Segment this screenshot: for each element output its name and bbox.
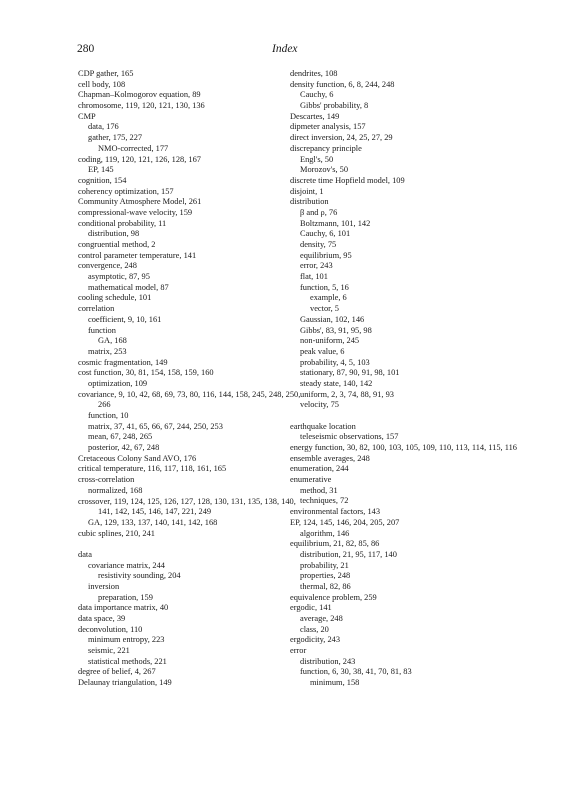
index-entry: equivalence problem, 259 <box>290 592 377 602</box>
index-subentry: normalized, 168 <box>88 485 143 495</box>
index-subentry: function <box>88 325 116 335</box>
index-subentry: NMO-corrected, 177 <box>98 143 169 153</box>
section-gap <box>78 539 310 550</box>
index-entry: congruential method, 2 <box>78 240 156 249</box>
index-subentry: flat, 101 <box>300 272 328 282</box>
index-subentry: method, 31 <box>300 485 338 495</box>
index-entry: EP, 124, 145, 146, 204, 205, 207 <box>290 517 400 527</box>
index-entry: data space, 39 <box>78 614 126 624</box>
index-subentry: GA, 168 <box>98 336 127 346</box>
index-entry: critical temperature, 116, 117, 118, 161, 165 <box>78 464 227 474</box>
index-entry: energy function, 30, 82, 100, 103, 105, 109, 110, 113, 114, 115, 116 <box>290 443 517 453</box>
index-subentry: β and ρ, 76 <box>300 207 338 217</box>
index-subentry: Gibbs', 83, 91, 95, 98 <box>300 325 372 335</box>
index-subentry: class, 20 <box>300 624 329 634</box>
index-entry: degree of belief, 4, 267 <box>78 667 156 677</box>
index-subentry: statistical methods, 221 <box>88 656 167 666</box>
index-entry: density function, 6, 8, 244, 248 <box>290 79 395 89</box>
index-subentry: seismic, 221 <box>88 646 130 656</box>
index-subentry: Boltzmann, 101, 142 <box>300 218 371 228</box>
index-subentry: Cauchy, 6, 101 <box>300 229 351 239</box>
running-head: Index <box>272 43 298 55</box>
index-subentry: posterior, 42, 67, 248 <box>88 443 160 453</box>
index-entry: cosmic fragmentation, 149 <box>78 357 168 367</box>
index-entry: discrete time Hopfield model, 109 <box>290 175 405 185</box>
index-entry: ergodicity, 243 <box>290 635 341 645</box>
index-subentry: Morozov's, 50 <box>300 165 349 175</box>
index-subentry: resistivity sounding, 204 <box>98 571 181 581</box>
index-entry: Community Atmosphere Model, 261 <box>78 197 202 207</box>
index-subentry: distribution, 243 <box>300 656 356 666</box>
index-subentry: probability, 4, 5, 103 <box>300 357 370 367</box>
index-subentry: Cauchy, 6 <box>300 90 334 100</box>
index-entry: direct inversion, 24, 25, 27, 29 <box>290 133 393 143</box>
index-subentry: velocity, 75 <box>300 400 339 410</box>
index-subentry: algorithm, 146 <box>300 528 350 538</box>
index-subentry: data, 176 <box>88 122 119 132</box>
index-entry: dipmeter analysis, 157 <box>290 122 366 132</box>
index-entry: equilibrium, 21, 82, 85, 86 <box>290 539 380 549</box>
index-entry: Delaunay triangulation, 149 <box>78 678 172 688</box>
index-entry: enumeration, 244 <box>290 464 349 474</box>
index-subentry: function, 6, 30, 38, 41, 70, 81, 83 <box>300 667 412 677</box>
index-subentry: thermal, 82, 86 <box>300 581 351 591</box>
index-entry: coherency optimization, 157 <box>78 186 174 196</box>
index-entry: earthquake location <box>290 421 356 431</box>
index-entry: correlation <box>78 304 115 314</box>
index-entry: Chapman–Kolmogorov equation, 89 <box>78 90 201 100</box>
index-entry: data importance matrix, 40 <box>78 603 169 613</box>
page-number: 280 <box>77 43 95 55</box>
index-subentry: non-uniform, 245 <box>300 336 360 346</box>
index-entry: chromosome, 119, 120, 121, 130, 136 <box>78 101 205 111</box>
index-subentry: function, 5, 16 <box>300 282 349 292</box>
index-subentry: function, 10 <box>88 411 129 420</box>
index-entry: environmental factors, 143 <box>290 507 381 517</box>
index-entry: cognition, 154 <box>78 175 127 185</box>
index-subentry: example, 6 <box>310 293 347 303</box>
index-subentry: mean, 67, 248, 265 <box>88 432 153 442</box>
index-subentry: GA, 129, 133, 137, 140, 141, 142, 168 <box>88 517 218 527</box>
index-entry: Cretaceous Colony Sand AVO, 176 <box>78 453 197 463</box>
index-subentry: stationary, 87, 90, 91, 98, 101 <box>300 368 400 378</box>
index-entry: coding, 119, 120, 121, 126, 128, 167 <box>78 154 201 164</box>
index-entry: cooling schedule, 101 <box>78 293 152 303</box>
index-subentry: Gaussian, 102, 146 <box>300 314 365 324</box>
index-subentry: distribution, 21, 95, 117, 140 <box>300 549 397 559</box>
index-subentry: teleseismic observations, 157 <box>300 432 399 442</box>
index-entry: disjoint, 1 <box>290 186 324 196</box>
index-entry: conditional probability, 11 <box>78 218 167 228</box>
section-gap <box>290 411 522 422</box>
index-subentry: error, 243 <box>300 261 333 271</box>
index-entry: cubic splines, 210, 241 <box>78 528 155 538</box>
index-subentry: minimum, 158 <box>310 678 360 688</box>
index-column-left <box>78 69 310 689</box>
index-subentry: probability, 21 <box>300 560 349 570</box>
index-entry: dendrites, 108 <box>290 69 338 78</box>
index-subentry: density, 75 <box>300 240 337 249</box>
index-subentry: steady state, 140, 142 <box>300 378 373 388</box>
index-entry: CMP <box>78 111 96 121</box>
index-subentry: peak value, 6 <box>300 346 345 356</box>
index-entry: data <box>78 549 92 559</box>
index-entry: cross-correlation <box>78 475 135 485</box>
index-entry: ergodic, 141 <box>290 603 332 613</box>
index-entry: control parameter temperature, 141 <box>78 250 197 260</box>
index-entry: deconvolution, 110 <box>78 624 143 634</box>
index-subentry: Gibbs' probability, 8 <box>300 101 369 111</box>
index-subentry: covariance matrix, 244 <box>88 560 165 570</box>
index-subentry: minimum entropy, 223 <box>88 635 165 645</box>
index-subentry: uniform, 2, 3, 74, 88, 91, 93 <box>300 389 394 399</box>
index-entry: compressional-wave velocity, 159 <box>78 207 193 217</box>
index-entry: discrepancy principle <box>290 143 362 153</box>
index-entry: cell body, 108 <box>78 79 126 89</box>
index-subentry: inversion <box>88 581 120 591</box>
index-subentry: distribution, 98 <box>88 229 140 239</box>
index-subentry: Engl's, 50 <box>300 154 334 164</box>
index-subentry: matrix, 253 <box>88 346 127 356</box>
index-column-right <box>290 69 522 689</box>
index-entry: covariance, 9, 10, 42, 68, 69, 73, 80, 116, 144, 158, 245, 248, 250, 266 <box>78 389 301 410</box>
index-entry: crossover, 119, 124, 125, 126, 127, 128, 130, 131, 135, 138, 140, 141, 142, 145, 146, 147, 221, 249 <box>78 496 296 517</box>
index-subentry: coefficient, 9, 10, 161 <box>88 314 162 324</box>
index-entry: convergence, 248 <box>78 261 137 271</box>
index-subentry: vector, 5 <box>310 304 339 314</box>
index-entry: enumerative <box>290 475 332 485</box>
index-subentry: average, 248 <box>300 614 343 624</box>
index-entry: error <box>290 646 307 656</box>
index-entry: distribution <box>290 197 329 207</box>
index-subentry: mathematical model, 87 <box>88 282 169 292</box>
index-entry: cost function, 30, 81, 154, 158, 159, 160 <box>78 368 214 378</box>
index-subentry: EP, 145 <box>88 165 114 175</box>
index-subentry: gather, 175, 227 <box>88 133 143 143</box>
index-subentry: equilibrium, 95 <box>300 250 352 260</box>
index-subentry: optimization, 109 <box>88 378 148 388</box>
index-subentry: asymptotic, 87, 95 <box>88 272 150 282</box>
index-entry: Descartes, 149 <box>290 111 340 121</box>
index-subentry: preparation, 159 <box>98 592 153 602</box>
index-subentry: matrix, 37, 41, 65, 66, 67, 244, 250, 253 <box>88 421 223 431</box>
index-subentry: properties, 248 <box>300 571 351 581</box>
index-entry: CDP gather, 165 <box>78 69 134 78</box>
index-entry: ensemble averages, 248 <box>290 453 370 463</box>
index-subentry: techniques, 72 <box>300 496 349 506</box>
